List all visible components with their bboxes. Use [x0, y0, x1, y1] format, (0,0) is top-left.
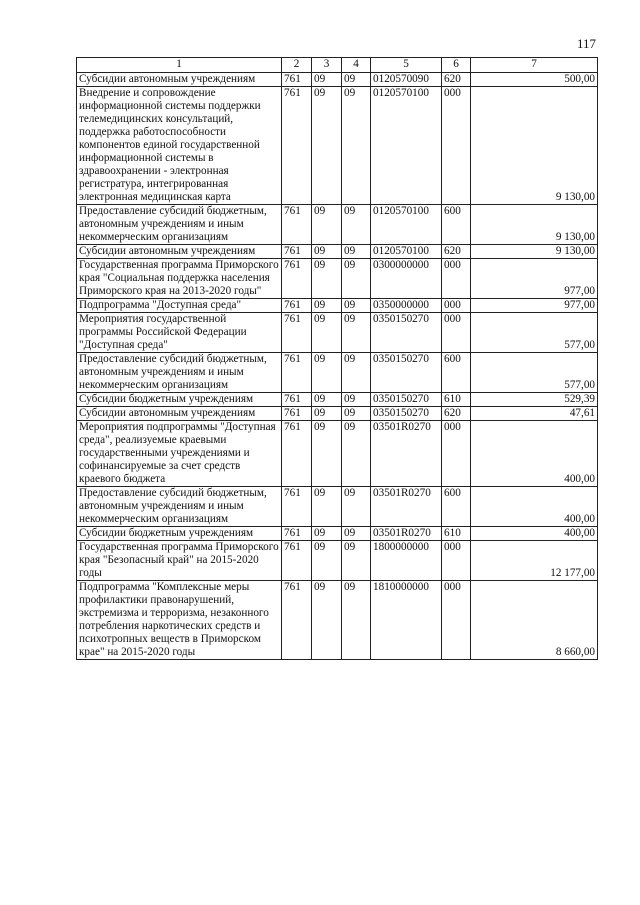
code-cell: 0350150270	[371, 393, 442, 407]
code-cell: 09	[342, 581, 371, 660]
item-name-cell: Мероприятия государственной программы Российской Федерации "Доступная среда"	[77, 313, 282, 353]
code-cell: 03501R0270	[371, 487, 442, 527]
code-cell: 09	[342, 541, 371, 581]
code-cell: 0350150270	[371, 313, 442, 353]
code-cell: 000	[442, 299, 471, 313]
amount-cell: 577,00	[471, 313, 598, 353]
code-cell: 761	[282, 541, 312, 581]
amount-cell: 8 660,00	[471, 581, 598, 660]
code-cell: 620	[442, 73, 471, 87]
code-cell: 620	[442, 245, 471, 259]
code-cell: 09	[342, 205, 371, 245]
code-cell: 03501R0270	[371, 527, 442, 541]
code-cell: 000	[442, 581, 471, 660]
code-cell: 09	[342, 259, 371, 299]
code-cell: 761	[282, 487, 312, 527]
code-cell: 610	[442, 527, 471, 541]
code-cell: 09	[312, 245, 342, 259]
table-row	[77, 581, 598, 660]
code-cell: 09	[342, 353, 371, 393]
item-name-cell: Внедрение и сопровождение информационной системы поддержки телемедицинских консультаций, поддержка работоспособности компонентов единой государственной информационной системы в здравоохранении - электронная регистратура, интегрированная электронная медицинская карта	[77, 87, 282, 205]
item-name-cell: Предоставление субсидий бюджетным, автономным учреждениям и иным некоммерческим организациям	[77, 353, 282, 393]
amount-cell: 977,00	[471, 259, 598, 299]
table-row	[77, 353, 598, 393]
code-cell: 09	[312, 353, 342, 393]
code-cell: 09	[312, 393, 342, 407]
code-cell: 03501R0270	[371, 421, 442, 487]
header-cell: 4	[342, 58, 371, 73]
table-row	[77, 299, 598, 313]
amount-cell: 47,61	[471, 407, 598, 421]
code-cell: 09	[312, 581, 342, 660]
item-name-cell: Субсидии автономным учреждениям	[77, 407, 282, 421]
item-name-cell: Предоставление субсидий бюджетным, автономным учреждениям и иным некоммерческим организациям	[77, 205, 282, 245]
code-cell: 600	[442, 487, 471, 527]
header-cell: 7	[471, 58, 598, 73]
item-name-cell: Субсидии автономным учреждениям	[77, 245, 282, 259]
item-name-cell: Субсидии бюджетным учреждениям	[77, 527, 282, 541]
code-cell: 600	[442, 205, 471, 245]
table-row	[77, 541, 598, 581]
code-cell: 09	[312, 205, 342, 245]
table-row	[77, 205, 598, 245]
code-cell: 09	[342, 393, 371, 407]
amount-cell: 9 130,00	[471, 205, 598, 245]
code-cell: 09	[342, 527, 371, 541]
amount-cell: 400,00	[471, 487, 598, 527]
amount-cell: 9 130,00	[471, 245, 598, 259]
code-cell: 610	[442, 393, 471, 407]
item-name-cell: Мероприятия подпрограммы "Доступная среда", реализуемые краевыми государственными учреждениями и софинансируемые за счет средств краевого бюджета	[77, 421, 282, 487]
code-cell: 09	[342, 487, 371, 527]
code-cell: 09	[312, 421, 342, 487]
code-cell: 761	[282, 87, 312, 205]
header-cell: 1	[77, 58, 282, 73]
code-cell: 0350000000	[371, 299, 442, 313]
code-cell: 09	[312, 73, 342, 87]
code-cell: 1800000000	[371, 541, 442, 581]
code-cell: 761	[282, 313, 312, 353]
code-cell: 0350150270	[371, 353, 442, 393]
code-cell: 09	[312, 313, 342, 353]
code-cell: 761	[282, 393, 312, 407]
code-cell: 09	[342, 299, 371, 313]
table-row	[77, 421, 598, 487]
code-cell: 000	[442, 313, 471, 353]
table-row	[77, 73, 598, 87]
budget-table	[76, 57, 598, 660]
code-cell: 09	[312, 259, 342, 299]
header-cell: 6	[442, 58, 471, 73]
table-row	[77, 527, 598, 541]
header-cell: 2	[282, 58, 312, 73]
code-cell: 000	[442, 541, 471, 581]
code-cell: 0120570100	[371, 87, 442, 205]
page-number: 117	[576, 36, 596, 51]
code-cell: 761	[282, 73, 312, 87]
code-cell: 761	[282, 407, 312, 421]
header-cell: 5	[371, 58, 442, 73]
table-row	[77, 245, 598, 259]
code-cell: 09	[312, 541, 342, 581]
code-cell: 620	[442, 407, 471, 421]
table-row	[77, 87, 598, 205]
item-name-cell: Подпрограмма "Комплексные меры профилактики правонарушений, экстремизма и терроризма, незаконного потребления наркотических средств и психотропных веществ в Приморском крае" на 2015-2020 годы	[77, 581, 282, 660]
code-cell: 09	[342, 73, 371, 87]
amount-cell: 12 177,00	[471, 541, 598, 581]
code-cell: 0120570100	[371, 205, 442, 245]
header-row	[77, 58, 598, 73]
table-row	[77, 313, 598, 353]
item-name-cell: Государственная программа Приморского края "Безопасный край" на 2015-2020 годы	[77, 541, 282, 581]
code-cell: 0120570100	[371, 245, 442, 259]
table-row	[77, 393, 598, 407]
table-row	[77, 259, 598, 299]
code-cell: 1810000000	[371, 581, 442, 660]
code-cell: 09	[342, 421, 371, 487]
header-cell: 3	[312, 58, 342, 73]
code-cell: 0350150270	[371, 407, 442, 421]
amount-cell: 529,39	[471, 393, 598, 407]
item-name-cell: Предоставление субсидий бюджетным, автономным учреждениям и иным некоммерческим организациям	[77, 487, 282, 527]
code-cell: 09	[342, 407, 371, 421]
code-cell: 000	[442, 87, 471, 205]
amount-cell: 400,00	[471, 421, 598, 487]
code-cell: 09	[312, 87, 342, 205]
code-cell: 761	[282, 527, 312, 541]
amount-cell: 577,00	[471, 353, 598, 393]
code-cell: 09	[342, 313, 371, 353]
code-cell: 761	[282, 205, 312, 245]
code-cell: 09	[312, 407, 342, 421]
code-cell: 600	[442, 353, 471, 393]
item-name-cell: Субсидии бюджетным учреждениям	[77, 393, 282, 407]
amount-cell: 500,00	[471, 73, 598, 87]
code-cell: 0300000000	[371, 259, 442, 299]
code-cell: 09	[312, 299, 342, 313]
item-name-cell: Подпрограмма "Доступная среда"	[77, 299, 282, 313]
code-cell: 761	[282, 299, 312, 313]
code-cell: 761	[282, 581, 312, 660]
code-cell: 000	[442, 421, 471, 487]
code-cell: 761	[282, 353, 312, 393]
code-cell: 761	[282, 421, 312, 487]
code-cell: 000	[442, 259, 471, 299]
code-cell: 0120570090	[371, 73, 442, 87]
item-name-cell: Государственная программа Приморского края "Социальная поддержка населения Приморского края на 2013-2020 годы"	[77, 259, 282, 299]
amount-cell: 400,00	[471, 527, 598, 541]
table-row	[77, 487, 598, 527]
code-cell: 09	[312, 527, 342, 541]
code-cell: 761	[282, 245, 312, 259]
code-cell: 09	[342, 87, 371, 205]
item-name-cell: Субсидии автономным учреждениям	[77, 73, 282, 87]
amount-cell: 977,00	[471, 299, 598, 313]
code-cell: 09	[312, 487, 342, 527]
code-cell: 09	[342, 245, 371, 259]
amount-cell: 9 130,00	[471, 87, 598, 205]
table-row	[77, 407, 598, 421]
code-cell: 761	[282, 259, 312, 299]
